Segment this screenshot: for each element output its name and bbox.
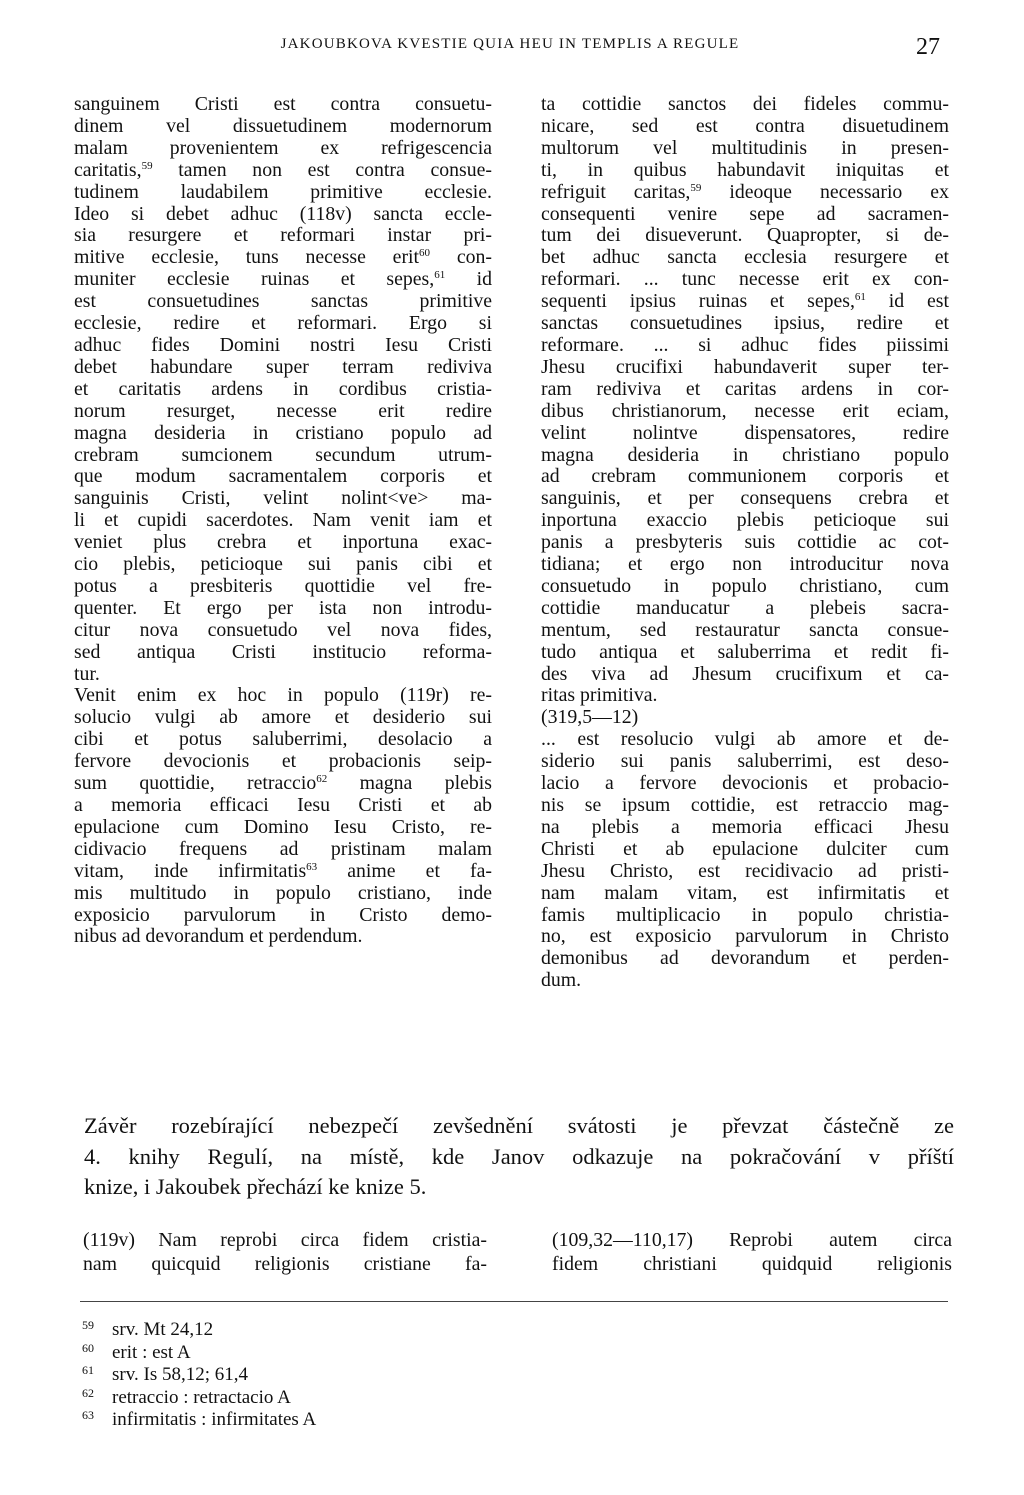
text-line: consequenti venire sepe ad sacramen- xyxy=(541,202,949,225)
text-line: tur. xyxy=(74,662,100,685)
footnote: $^{62}$ retraccio : retractacio A xyxy=(82,1385,291,1408)
text-line: tudinem laudabilem primitive ecclesie. xyxy=(74,180,492,203)
text-line: adhuc fides Domini nostri Iesu Cristi xyxy=(74,333,492,356)
text-line: sequenti ipsius ruinas et sepes,$^{61}$ id est xyxy=(541,290,949,313)
text-line: sanguinem Cristi est contra consuetu- xyxy=(74,93,492,115)
text-line: panis a presbyteris suis cottidie ac cot- xyxy=(541,531,949,554)
text-line: na plebis a memoria efficaci Jhesu xyxy=(541,815,949,838)
footnote-text: erit : est A xyxy=(112,1341,191,1363)
text-line: Jhesu Christo, est recidivacio ad pristi- xyxy=(541,859,949,882)
text-line: reformare. ... si adhuc fides piissimi xyxy=(541,333,949,356)
text-line: ram rediviva et caritas ardens in cor- xyxy=(541,377,949,400)
text-line: potus a presbiteris quottidie vel fre- xyxy=(74,574,492,597)
text-line: veniet plus crebra et inportuna exac- xyxy=(74,531,492,554)
text-line: demonibus ad devorandum et perden- xyxy=(541,947,949,970)
text-line: multorum vel multitudinis in presen- xyxy=(541,136,949,159)
footnote: $^{61}$ srv. Is 58,12; 61,4 xyxy=(82,1363,248,1385)
footnote-ref[interactable]: 59 xyxy=(690,181,702,194)
text-line: cidivacio frequens ad pristinam malam xyxy=(74,837,492,860)
text-line: mentum, sed restauratur sancta consue- xyxy=(541,618,949,641)
text-line: crebram sumcionem secundum utrum- xyxy=(74,443,492,466)
commentary-line: knize, i Jakoubek přechází ke knize 5. xyxy=(84,1174,427,1199)
footnote-ref[interactable]: 61 xyxy=(434,269,446,282)
text-line: mis multitudo in populo cristiano, inde xyxy=(74,881,492,904)
text-line: (119v) Nam reprobi circa fidem cristia- xyxy=(83,1229,487,1251)
footnote-ref[interactable]: 59 xyxy=(141,159,153,172)
text-line: inportuna exaccio plebis peticioque sui xyxy=(541,509,949,532)
footnote-text: infirmitatis : infirmitates A xyxy=(112,1409,317,1430)
text-line: sed antiqua Cristi institucio reforma- xyxy=(74,640,492,663)
footnote: $^{63}$ infirmitatis : infirmitates A xyxy=(82,1408,317,1430)
right-column-text xyxy=(541,94,949,992)
text-line: est consuetudines sanctas primitive xyxy=(74,290,492,313)
text-line: dinem vel dissuetudinem modernorum xyxy=(74,114,492,137)
running-title: JAKOUBKOVA KVESTIE QUIA HEU IN TEMPLIS A REGULE xyxy=(280,36,740,52)
text-line: consuetudo in populo christiano, cum xyxy=(541,574,949,597)
text-line: sanctas consuetudines ipsius, redire et xyxy=(541,312,949,335)
text-line: epulacione cum Domino Iesu Cristo, re- xyxy=(74,815,492,838)
text-line: sia resurgere et reformari instar pri- xyxy=(74,224,492,247)
text-line: nicare, sed est contra disuetudinem xyxy=(541,114,949,137)
footnote-ref[interactable]: 61 xyxy=(854,291,866,304)
text-line: bet adhuc sancta ecclesia resurgere et xyxy=(541,246,949,269)
text-line: tudo antiqua et saluberrima et redit fi- xyxy=(541,640,949,663)
text-line: dum. xyxy=(541,969,582,992)
text-line: magna desideria in cristiano populo ad xyxy=(74,421,492,444)
text-line: muniter ecclesie ruinas et sepes,$^{61}$ id xyxy=(74,268,492,291)
text-line: Venit enim ex hoc in populo (119r) re- xyxy=(74,684,492,707)
left-column-text xyxy=(74,94,492,948)
commentary-line: Závěr rozebírající nebezpečí zevšednění svátosti je převzat částečně ze xyxy=(84,1113,954,1138)
text-line: malam provenientem ex refrigescencia xyxy=(74,136,492,159)
continuation-left xyxy=(83,1228,487,1276)
footnotes xyxy=(82,1319,316,1432)
text-line: des viva ad Jhesum crucifixum et ca- xyxy=(541,662,949,685)
text-line: ad crebram communionem corporis et xyxy=(541,465,949,488)
footnote-ref[interactable]: 63 xyxy=(306,860,318,873)
footnote-ref[interactable]: 60 xyxy=(419,247,431,260)
text-line: ecclesie, redire et reformari. Ergo si xyxy=(74,312,492,335)
footnote-text: retraccio : retractacio A xyxy=(112,1386,291,1408)
text-line: solucio vulgi ab amore et desiderio sui xyxy=(74,706,492,729)
text-line: dibus christianorum, necesse erit eciam, xyxy=(541,399,949,422)
text-line: mitive ecclesie, tuns necesse erit$^{60}$ con- xyxy=(74,246,492,269)
text-line: velint nolintve dispensatores, redire xyxy=(541,421,949,444)
text-line: sanguinis Cristi, velint nolint<ve> ma- xyxy=(74,487,492,510)
footnote-ref[interactable]: 62 xyxy=(316,773,328,786)
text-line: que modum sacramentalem corporis et xyxy=(74,465,492,488)
text-line: debet habundare super terram rediviva xyxy=(74,355,492,378)
text-line: lacio a fervore devocionis et probacio- xyxy=(541,772,949,795)
text-line: vitam, inde infirmitatis$^{63}$ anime et fa- xyxy=(74,859,492,882)
text-line: (109,32—110,17) Reprobi autem circa xyxy=(552,1229,952,1251)
footnote-text: srv. Mt 24,12 xyxy=(112,1319,214,1340)
text-line: citur nova consuetudo vel nova fides, xyxy=(74,618,492,641)
footnote-divider xyxy=(80,1301,948,1302)
source-reference: (319,5—12) xyxy=(541,706,639,729)
text-line: nam quicquid religionis cristiane fa- xyxy=(83,1253,487,1275)
footnote-text: srv. Is 58,12; 61,4 xyxy=(112,1364,248,1385)
text-line: nam malam vitam, est infirmitatis et xyxy=(541,881,949,904)
text-line: Jhesu crucifixi habundaverit super ter- xyxy=(541,355,949,378)
text-line: Ideo si debet adhuc (118v) sancta eccle- xyxy=(74,202,492,225)
text-line: ritas primitiva. xyxy=(541,684,658,707)
text-line: quenter. Et ergo per ista non introdu- xyxy=(74,596,492,619)
text-line: fervore devocionis et probacionis seip- xyxy=(74,750,492,773)
text-line: nis se ipsum cottidie, est retraccio mag- xyxy=(541,794,949,816)
text-line: famis multiplicacio in populo christia- xyxy=(541,903,949,926)
text-line: tidiana; et ergo non introducitur nova xyxy=(541,553,949,576)
text-line: refriguit caritas,$^{59}$ ideoque necessario ex xyxy=(541,180,949,203)
text-line: sanguinis, et per consequens crebra et xyxy=(541,487,949,510)
text-line: cottidie manducatur a plebeis sacra- xyxy=(541,596,949,619)
text-line: siderio sui panis saluberrimi, est deso- xyxy=(541,750,949,773)
text-line: caritatis,$^{59}$ tamen non est contra consue- xyxy=(74,158,492,181)
text-line: ... est resolucio vulgi ab amore et de- xyxy=(541,728,949,751)
text-line: Christi et ab epulacione dulciter cum xyxy=(541,837,949,860)
text-line: exposicio parvulorum in Cristo demo- xyxy=(74,903,492,926)
text-line: nibus ad devorandum et perdendum. xyxy=(74,925,363,948)
text-line: ta cottidie sanctos dei fideles commu- xyxy=(541,93,949,115)
footnote: $^{59}$ srv. Mt 24,12 xyxy=(82,1318,214,1340)
text-line: sum quottidie, retraccio$^{62}$ magna plebis xyxy=(74,772,492,795)
text-line: norum resurget, necesse erit redire xyxy=(74,399,492,422)
text-line: li et cupidi sacerdotes. Nam venit iam et xyxy=(74,509,492,532)
text-line: tum dei disueverunt. Quapropter, si de- xyxy=(541,224,949,247)
commentary-paragraph xyxy=(84,1111,954,1203)
footnote: $^{60}$ erit : est A xyxy=(82,1340,191,1363)
text-line: reformari. ... tunc necesse erit ex con- xyxy=(541,268,949,291)
commentary-line: 4. knihy Regulí, na místě, kde Janov odkazuje na pokračování v příští xyxy=(84,1143,954,1169)
text-line: fidem christiani quidquid religionis xyxy=(552,1253,952,1275)
text-line: no, est exposicio parvulorum in Christo xyxy=(541,925,949,948)
continuation-right xyxy=(552,1228,952,1276)
text-line: cio plebis, peticioque sui panis cibi et xyxy=(74,553,492,576)
text-line: ti, in quibus habundavit iniquitas et xyxy=(541,158,949,181)
text-line: cibi et potus saluberrimi, desolacio a xyxy=(74,728,492,751)
page-number: 27 xyxy=(916,34,940,60)
text-line: magna desideria in christiano populo xyxy=(541,443,949,466)
text-line: a memoria efficaci Iesu Cristi et ab xyxy=(74,794,492,816)
text-line: et caritatis ardens in cordibus cristia- xyxy=(74,377,492,400)
